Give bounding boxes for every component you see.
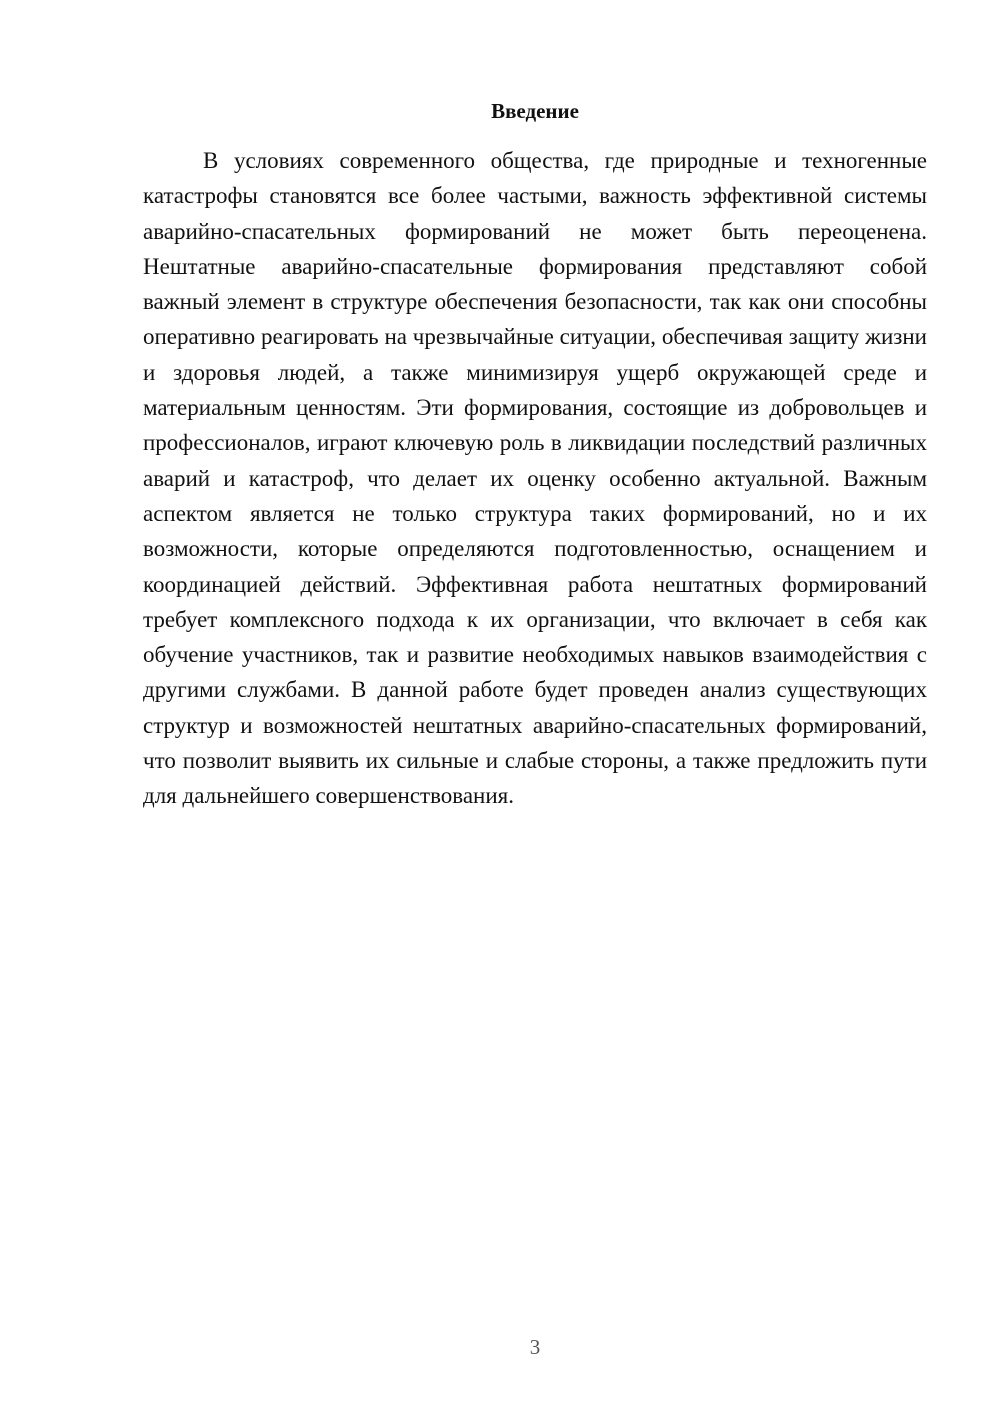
page-number: 3: [529, 1335, 541, 1359]
introduction-paragraph: В условиях современного общества, где природные и техногенные катастрофы становятся все более частыми, важность эффективной системы аварийно-спасательных формирований не может быть переоценена. Нештатные аварийно-спасательные формирования представляют собой важный элемент в структуре обеспечения безопасности, так как они способны оперативно реагировать на чрезвычайные ситуации, обеспечивая защиту жизни и здоровья людей, а также минимизируя ущерб окружающей среде и материальным ценностям. Эти формирования, состоящие из добровольцев и профессионалов, играют ключевую роль в ликвидации последствий различных аварий и катастроф, что делает их оценку особенно актуальной. Важным аспектом является не только структура таких формирований, но и их возможности, которые определяются подготовленностью, оснащением и координацией действий. Эффективная работа нештатных формирований требует комплексного подхода к их организации, что включает в себя как обучение участников, так и развитие необходимых навыков взаимодействия с другими службами. В данной работе будет проведен анализ существующих структур и возможностей нештатных аварийно-спасательных формирований, что позволит выявить их сильные и слабые стороны, а также предложить пути для дальнейшего совершенствования.: [143, 148, 927, 809]
section-title: Введение: [491, 99, 579, 123]
